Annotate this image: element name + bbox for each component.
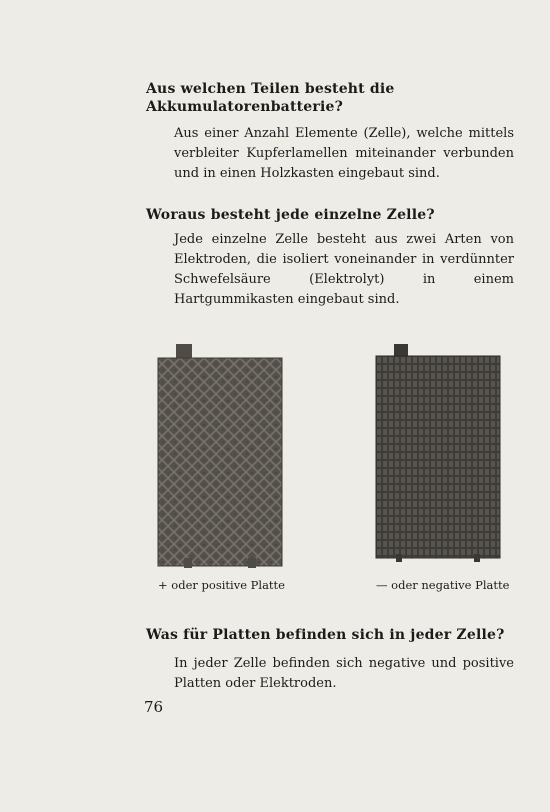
question-1: Aus welchen Teilen besteht die Akkumulatorenbatterie? bbox=[146, 81, 395, 115]
page-number: 76 bbox=[144, 698, 164, 716]
negative-plate-illustration bbox=[370, 340, 505, 570]
answer-2: Jede einzelne Zelle besteht aus zwei Arten von Elektroden, die isoliert voneinander in verdünnter Schwefelsäure (Elektrolyt) in einem Hartgummikasten eingebaut sind. bbox=[174, 232, 514, 307]
positive-plate-illustration bbox=[150, 340, 290, 570]
positive-plate-caption: + oder positive Platte bbox=[158, 578, 285, 592]
negative-plate-caption: — oder negative Platte bbox=[376, 578, 510, 592]
question-2: Woraus besteht jede einzelne Zelle? bbox=[146, 207, 435, 223]
question-3: Was für Platten befinden sich in jeder Zelle? bbox=[146, 627, 505, 643]
answer-3: In jeder Zelle befinden sich negative und positive Platten oder Elektroden. bbox=[174, 656, 514, 691]
answer-1: Aus einer Anzahl Elemente (Zelle), welche mittels verbleiter Kupferlamellen miteinander verbunden und in einen Holzkasten eingebaut sind. bbox=[174, 126, 514, 181]
